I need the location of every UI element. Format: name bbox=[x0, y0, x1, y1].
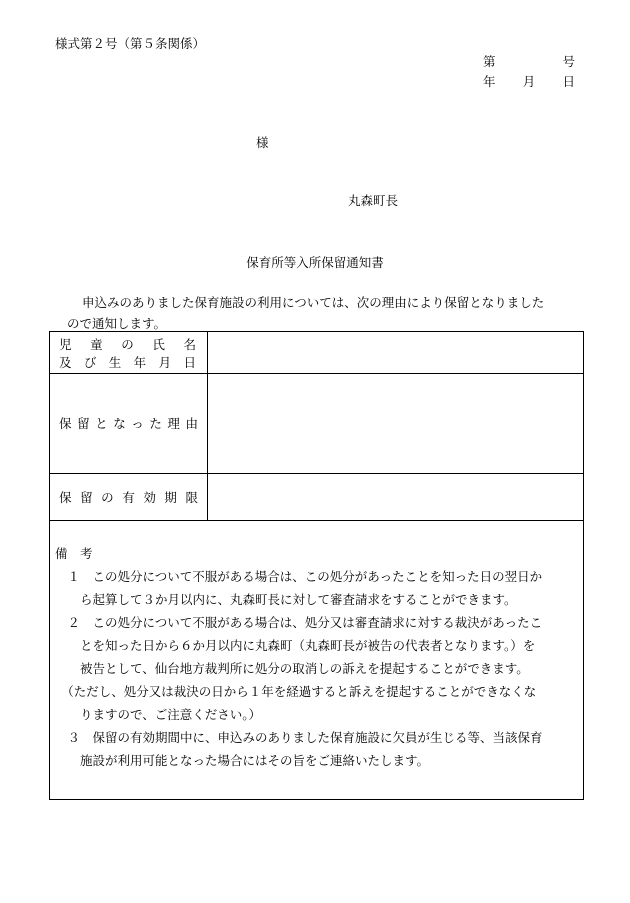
remark-line: ２ この処分について不服がある場合は、処分又は審査請求に対する裁決があったこ bbox=[55, 615, 543, 630]
intro-line-2: ので通知します。 bbox=[67, 316, 167, 331]
remark-line: １ この処分について不服がある場合は、この処分があったことを知った日の翌日か bbox=[55, 569, 543, 584]
child-name-label-char: 氏 bbox=[152, 337, 165, 352]
remark-line: ら起算して３か月以内に、丸森町長に対して審査請求をすることができます。 bbox=[55, 592, 517, 607]
child-name-label-line1 bbox=[59, 337, 198, 353]
intro-paragraph bbox=[55, 292, 585, 334]
hold-reason-label-char: 理 bbox=[167, 416, 180, 431]
hold-validity-label-char: 限 bbox=[185, 490, 198, 505]
birthdate-label-char: 月 bbox=[158, 355, 172, 370]
remark-line: ３ 保留の有効期間中に、申込みのありました保育施設に欠員が生じる等、当該保育 bbox=[55, 730, 543, 745]
birthdate-label-char: び bbox=[83, 355, 97, 370]
table-divider-3 bbox=[50, 520, 583, 521]
birthdate-label-char: 年 bbox=[133, 355, 147, 370]
birthdate-label-char: 生 bbox=[108, 355, 122, 370]
issuer-name: 丸森町長 bbox=[348, 193, 399, 208]
remark-line: りますので、ご注意ください。） bbox=[55, 707, 262, 722]
remark-line: 被告として、仙台地方裁判所に処分の取消しの訴えを提起することができます。 bbox=[55, 661, 529, 676]
child-name-birthdate-label bbox=[50, 337, 207, 371]
number-suffix: 号 bbox=[562, 54, 575, 69]
remark-line: 施設が利用可能となった場合にはその旨をご連絡いたします。 bbox=[55, 753, 430, 768]
birthdate-label-char: 日 bbox=[183, 355, 196, 370]
hold-validity-label-char: 効 bbox=[143, 490, 156, 505]
date-day: 日 bbox=[562, 74, 575, 89]
date-month: 月 bbox=[522, 74, 536, 89]
hold-reason-label-char: な bbox=[113, 416, 126, 431]
table-divider-1 bbox=[50, 373, 583, 374]
child-name-label-char: の bbox=[121, 337, 134, 352]
remarks-section bbox=[55, 542, 580, 772]
birthdate-label-char: 及 bbox=[59, 355, 72, 370]
hold-reason-label-char: 由 bbox=[185, 416, 198, 431]
table-divider-2 bbox=[50, 473, 583, 474]
remark-line: （ただし、処分又は裁決の日から１年を経過すると訴えを提起することができなくな bbox=[55, 684, 537, 699]
child-name-label-char: 童 bbox=[90, 337, 103, 352]
document-number-line bbox=[483, 56, 575, 69]
addressee-suffix: 様 bbox=[256, 135, 269, 150]
intro-line-1: 申込みのありました保育施設の利用については、次の理由により保留となりました bbox=[82, 295, 545, 310]
remarks-list bbox=[55, 565, 580, 772]
hold-validity-label-char: 留 bbox=[80, 490, 93, 505]
remarks-heading: 備 考 bbox=[55, 546, 93, 561]
date-line bbox=[483, 76, 575, 89]
hold-validity-label-char: 期 bbox=[164, 490, 177, 505]
date-year: 年 bbox=[483, 74, 496, 89]
hold-validity-label-char: 有 bbox=[122, 490, 135, 505]
table-column-divider bbox=[207, 332, 208, 520]
hold-reason-label-char: た bbox=[149, 416, 162, 431]
document-title: 保育所等入所保留通知書 bbox=[246, 255, 384, 270]
remark-line: とを知った日から６か月以内に丸森町（丸森町長が被告の代表者となります。）を bbox=[55, 638, 536, 653]
number-prefix: 第 bbox=[483, 54, 496, 69]
hold-validity-label-char: 保 bbox=[59, 490, 72, 505]
form-number-label: 様式第２号（第５条関係） bbox=[55, 36, 206, 51]
hold-reason-label bbox=[50, 416, 207, 432]
child-name-label-char: 名 bbox=[183, 337, 196, 352]
hold-reason-label-char: っ bbox=[131, 416, 144, 431]
notice-table bbox=[49, 331, 584, 800]
hold-reason-label-char: 留 bbox=[77, 416, 90, 431]
child-name-label-line2 bbox=[59, 355, 198, 371]
hold-validity-label bbox=[50, 490, 207, 506]
child-name-label-char: 児 bbox=[59, 337, 72, 352]
hold-validity-label-char: の bbox=[101, 490, 114, 505]
hold-reason-label-char: 保 bbox=[59, 416, 72, 431]
hold-reason-label-char: と bbox=[95, 416, 108, 431]
